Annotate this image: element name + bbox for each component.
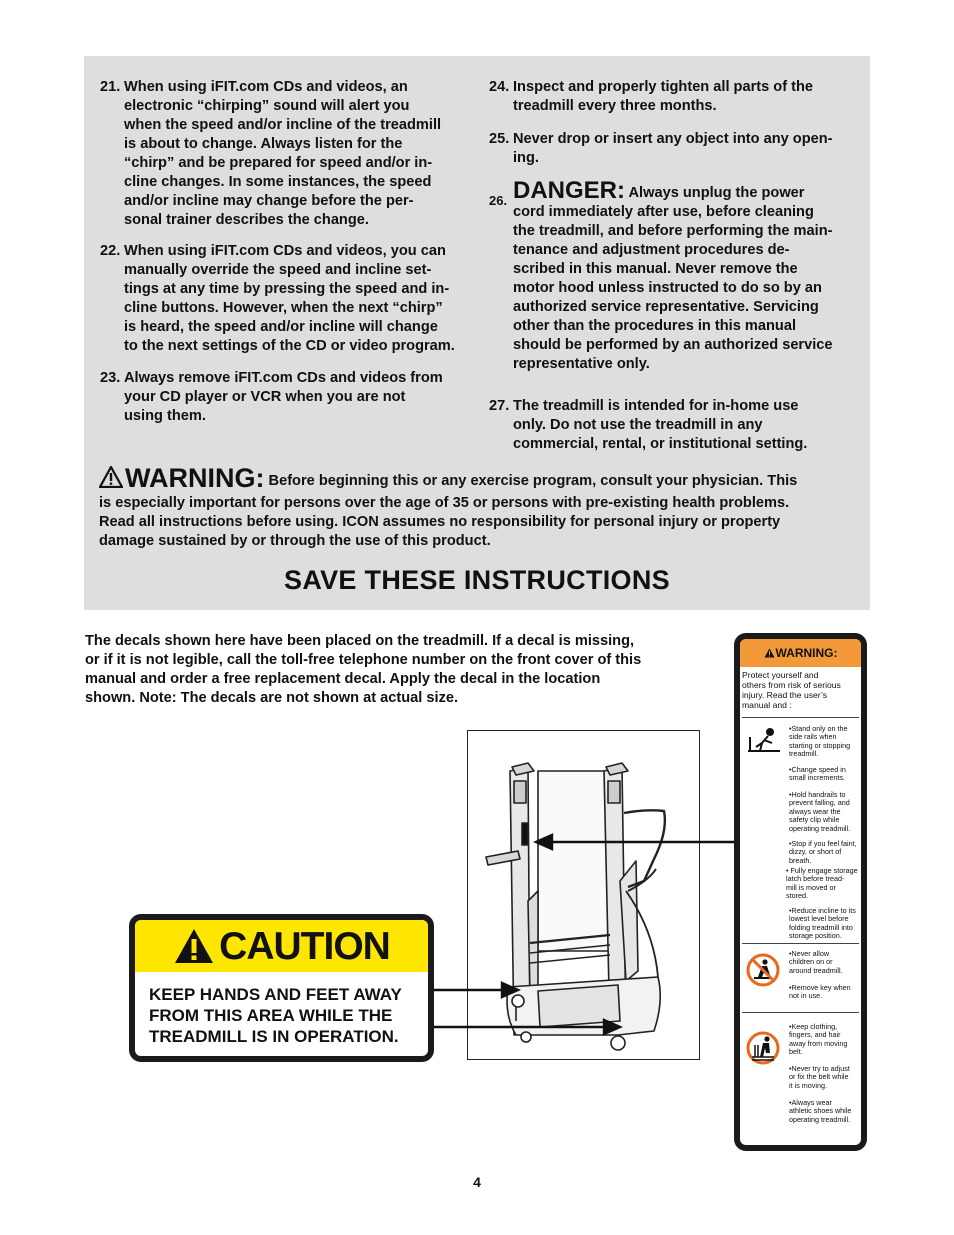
no-children-icon [746,953,780,992]
page-number: 4 [473,1174,481,1190]
side-rails-person-icon [746,727,782,760]
caution-decal: CAUTION KEEP HANDS AND FEET AWAY FROM THIS AREA WHILE THE TREADMILL IS IN OPERATION. [129,914,434,1062]
warning-decal: WARNING: Protect yourself and others from risk of serious injury. Read the user’s manual and : •Stand only on the side rails when starting or stopping treadmill. •Change speed in small increments. •Hold handrails to prevent falling, and always wear the safety clip while operating treadmill. •Stop if you feel faint, dizzy, or short of breath. • Fully engage storage latch before tread- mill is moved or stored. •Reduce incline to its lowest level before folding treadmill into storage position. •Never allow children on or around treadmill. •Remove key when not in use. •Keep clothing, fingers, and hair away from moving belt. •Never try to adjust or fix the belt while it is moving. •Always wear athletic shoes while operating treadmill. [734,633,867,1151]
caution-label: CAUTION [219,924,390,968]
warning-label: WARNING: [125,463,265,493]
small-warning-triangle-icon [764,648,775,658]
caution-triangle-icon [173,927,215,965]
decal-intro-paragraph: The decals shown here have been placed on the treadmill. If a decal is missing, or if it is not legible, call the toll-free telephone number on the front cover of this manual and order a free replacement decal. Apply the decal in the location shown. Note: The decals are not shown at actual size. [85,633,642,706]
moving-belt-hazard-icon [746,1031,780,1070]
warning-paragraph: WARNING: Before beginning this or any exercise program, consult your physician. This is especially important for persons over the age of 35 or persons with pre-existing health problems. Read all instructions before using. ICON assumes no responsibility for personal injury or property damage sustained by or through the use of this product. [99,463,798,549]
danger-label: DANGER: [513,177,625,204]
warning-decal-title: WARNING: [775,646,838,660]
save-instructions-heading: SAVE THESE INSTRUCTIONS [284,565,670,595]
